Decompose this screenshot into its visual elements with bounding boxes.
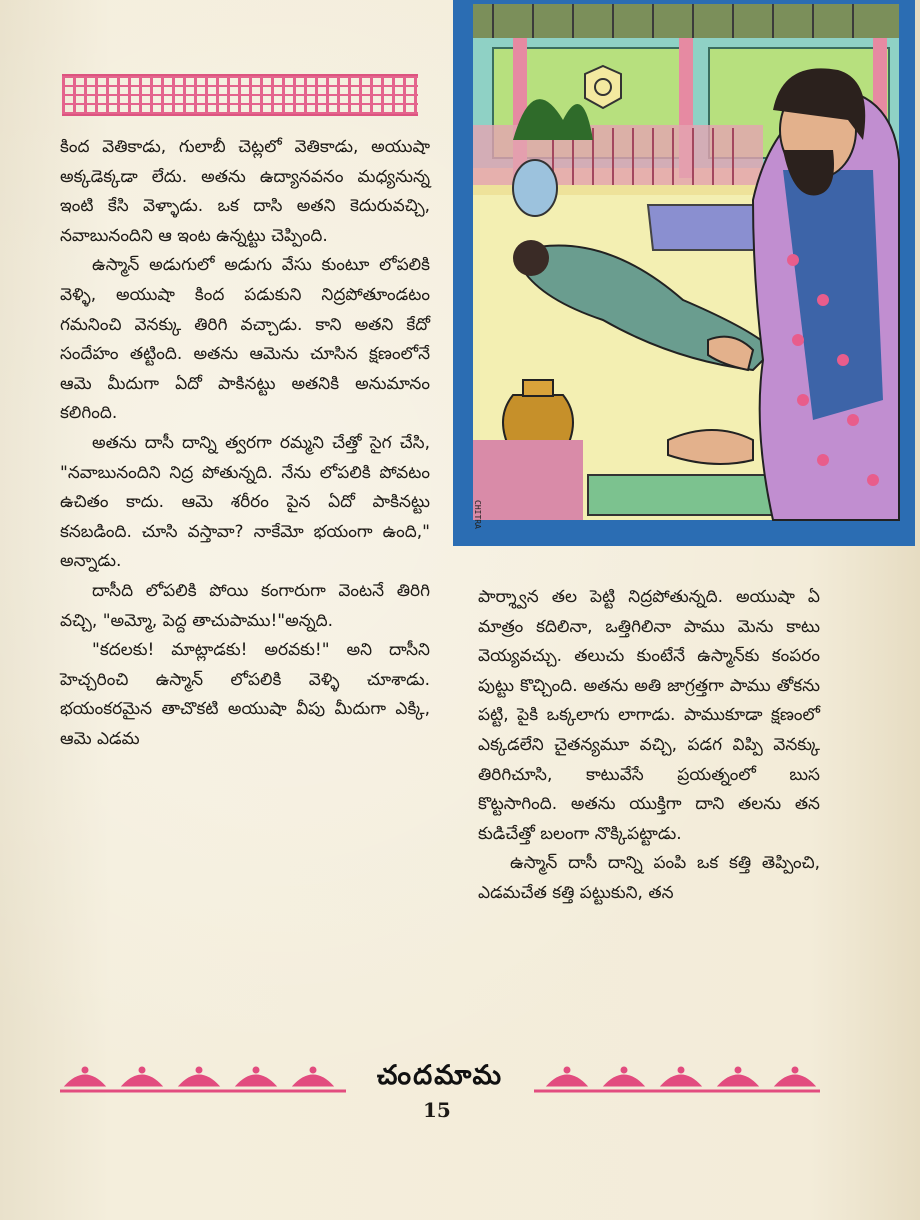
left-text-column bbox=[60, 133, 430, 754]
right-text-column bbox=[478, 583, 820, 909]
story-illustration bbox=[453, 0, 915, 546]
paragraph: దాసీది లోపలికి పోయి కంగారుగా వెంటనే తిరిగి వచ్చి, "అమ్మో, పెద్ద తాచుపాము!"అన్నది. bbox=[60, 580, 430, 631]
paragraph: కింద వెతికాడు, గులాబీ చెట్లలో వెతికాడు, అయుషా అక్కడెక్కడా లేదు. అతను ఉద్యానవనం మధ్యనున్న ఇంటి కేసి వెళ్ళాడు. ఒక దాసి అతని కెదురువచ్చి, నవాబునందిని ఆ ఇంట ఉన్నట్టు చెప్పింది. bbox=[60, 137, 430, 246]
decorative-header-border bbox=[62, 74, 418, 116]
paragraph: ఉస్మాన్ అడుగులో అడుగు వేసు కుంటూ లోపలికి వెళ్ళి, అయుషా కింద పడుకుని నిద్రపోతూండటం గమనించి వెనక్కు తిరిగి వచ్చాడు. కాని అతని కేదో సందేహం తట్టింది. అతను ఆమెను చూసిన క్షణంలోనే ఆమె మీదుగా ఏదో పాకినట్టు అతనికి అనుమానం కలిగింది. bbox=[60, 255, 430, 424]
artist-signature: CHITRA bbox=[473, 500, 482, 529]
footer-ornament bbox=[60, 1058, 820, 1102]
paragraph: అతను దాసీ దాన్ని త్వరగా రమ్మని చేత్తో సైగ చేసి, "నవాబునందిని నిద్ర పోతున్నది. నేను లోపలికి పోవటం ఉచితం కాదు. ఆమె శరీరం పైన ఏదో పాకినట్టు కనబడింది. చూసి వస్తావా? నాకేమో భయంగా ఉంది," అన్నాడు. bbox=[60, 432, 430, 572]
magazine-masthead: చందమామ bbox=[376, 1060, 504, 1091]
paragraph: పార్శ్వాన తల పెట్టి నిద్రపోతున్నది. అయుషా ఏ మాత్రం కదిలినా, ఒత్తిగిలినా పాము మెను కాటు వెయ్యవచ్చు. తలుచు కుంటేనే ఉస్మాన్‌కు కంపరం పుట్టు కొచ్చింది. అతను అతి జాగ్రత్తగా పాము తోకను పట్టి, పైకి ఒక్కలాగు లాగాడు. పాముకూడా క్షణంలో ఎక్కడలేని చైతన్యమూ వచ్చి, పడగ విప్పి వెనక్కు తిరిగిచూసి, కాటువేసే ప్రయత్నంలో బుస కొట్టసాగింది. అతను యుక్తిగా దాని తలను తన కుడిచేత్తో బలంగా నొక్కిపట్టాడు. bbox=[478, 587, 820, 844]
page-number: 15 bbox=[423, 1098, 451, 1122]
paragraph: ఉస్మాన్ దాసీ దాన్ని పంపి ఒక కత్తి తెప్పించి, ఎడమచేత కత్తి పట్టుకుని, తన bbox=[478, 853, 820, 903]
paragraph: "కదలకు! మాట్లాడకు! అరవకు!" అని దాసీని హెచ్చరించి ఉస్మాన్ లోపలికి వెళ్ళి చూశాడు. భయంకరమైన తాచొకటి అయుషా వీపు మీదుగా ఎక్కి, ఆమె ఎడమ bbox=[60, 640, 430, 749]
